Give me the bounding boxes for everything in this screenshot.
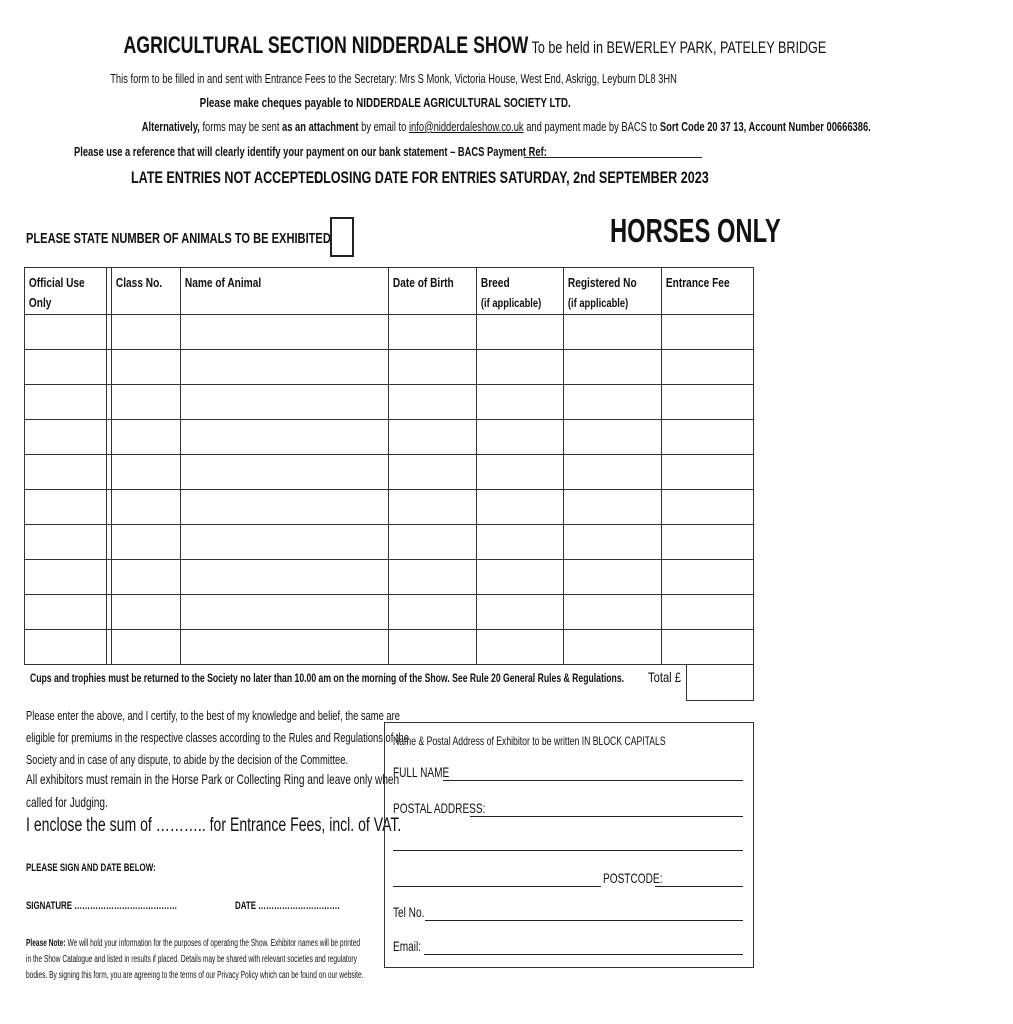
sign-heading	[26, 862, 206, 874]
official-use-cell[interactable]	[25, 595, 107, 630]
tel-field[interactable]	[425, 920, 743, 921]
registered-no-cell[interactable]	[564, 490, 662, 525]
name-of-animal-cell[interactable]	[180, 560, 388, 595]
secretary-line	[0, 71, 770, 86]
breed-cell[interactable]	[476, 455, 563, 490]
registered-no-cell[interactable]	[564, 315, 662, 350]
entrance-fee-cell[interactable]	[662, 385, 754, 420]
email-field[interactable]	[424, 954, 743, 955]
date-of-birth-cell[interactable]	[388, 560, 476, 595]
official-use-cell[interactable]	[25, 630, 107, 665]
breed-cell[interactable]	[476, 630, 563, 665]
name-of-animal-cell[interactable]	[180, 385, 388, 420]
official-use-cell[interactable]	[25, 525, 107, 560]
declaration-line: Please enter the above, and I certify, to the best of my knowledge and belief, the same are	[26, 708, 400, 723]
header-entrance-fee: Entrance Fee	[662, 268, 754, 315]
note-line: in the Show Catalogue and listed in results if placed. Details may be shared with relevant societies and regulatory	[26, 954, 357, 965]
class-no-cell[interactable]	[111, 350, 180, 385]
bacs-alternatively: Alternatively,	[141, 119, 200, 134]
name-of-animal-cell[interactable]	[180, 595, 388, 630]
entrance-fee-cell[interactable]	[662, 525, 754, 560]
email-link[interactable]: info@nidderdaleshow.co.uk	[408, 119, 524, 134]
declaration-line: eligible for premiums in the respective classes according to the Rules and Regulations of the	[26, 730, 409, 745]
entrance-fee-cell[interactable]	[662, 455, 754, 490]
header-breed	[476, 268, 563, 315]
table-row	[25, 350, 754, 385]
table-row	[25, 595, 754, 630]
header-name-of-animal: Name of Animal	[180, 268, 388, 315]
official-use-cell[interactable]	[25, 420, 107, 455]
breed-label: Breed	[480, 275, 510, 290]
date-field[interactable]	[235, 900, 380, 912]
enclose-sum-text: I enclose the sum of ……….. for Entrance Fees, incl. of VAT.	[26, 815, 402, 836]
official-use-cell[interactable]	[25, 560, 107, 595]
date-of-birth-cell[interactable]	[388, 315, 476, 350]
name-of-animal-cell[interactable]	[180, 455, 388, 490]
breed-cell[interactable]	[476, 350, 563, 385]
total-label-text: Total £	[648, 669, 681, 685]
postal-text: POSTAL ADDRESS:	[393, 800, 486, 816]
postcode-label	[603, 870, 685, 886]
registered-label: Registered No	[568, 275, 637, 290]
date-of-birth-cell[interactable]	[388, 630, 476, 665]
breed-cell[interactable]	[476, 595, 563, 630]
rule-line: called for Judging.	[26, 794, 108, 810]
cheques-text: Please make cheques payable to NIDDERDALE AGRICULTURAL SOCIETY LTD.	[199, 95, 571, 110]
entrance-fee-cell[interactable]	[662, 315, 754, 350]
table-row	[25, 385, 754, 420]
note-label: Please Note:	[26, 938, 66, 949]
date-of-birth-cell[interactable]	[388, 490, 476, 525]
date-of-birth-cell[interactable]	[388, 595, 476, 630]
official-use-cell[interactable]	[25, 315, 107, 350]
table-row	[25, 315, 754, 350]
registered-no-cell[interactable]	[564, 455, 662, 490]
class-no-cell[interactable]	[111, 595, 180, 630]
closing-date	[314, 168, 847, 188]
late-entries-text: LATE ENTRIES NOT ACCEPTED	[131, 168, 324, 187]
date-of-birth-cell[interactable]	[388, 455, 476, 490]
full-name-text: FULL NAME	[393, 764, 450, 780]
breed-cell[interactable]	[476, 385, 563, 420]
table-row	[25, 490, 754, 525]
name-of-animal-cell[interactable]	[180, 525, 388, 560]
class-no-cell[interactable]	[111, 315, 180, 350]
date-of-birth-cell[interactable]	[388, 350, 476, 385]
name-of-animal-cell[interactable]	[180, 315, 388, 350]
horses-only	[610, 212, 847, 250]
entrance-fee-cell[interactable]	[662, 490, 754, 525]
entrance-fee-cell[interactable]	[662, 630, 754, 665]
registered-note: (if applicable)	[568, 296, 629, 310]
registered-no-cell[interactable]	[564, 525, 662, 560]
total-field[interactable]	[686, 664, 754, 701]
table-row	[25, 525, 754, 560]
name-of-animal-cell[interactable]	[180, 630, 388, 665]
title-bold: AGRICULTURAL SECTION NIDDERDALE SHOW	[123, 32, 529, 59]
table-row	[25, 630, 754, 665]
breed-cell[interactable]	[476, 525, 563, 560]
bacs-line	[0, 119, 871, 134]
postcode-field[interactable]	[655, 886, 743, 887]
registered-no-cell[interactable]	[564, 630, 662, 665]
breed-cell[interactable]	[476, 420, 563, 455]
header-class-no: Class No.	[111, 268, 180, 315]
animals-label	[26, 230, 438, 247]
entrance-fee-cell[interactable]	[662, 595, 754, 630]
official-use-cell[interactable]	[25, 350, 107, 385]
name-of-animal-cell[interactable]	[180, 350, 388, 385]
table-row	[25, 560, 754, 595]
class-no-cell[interactable]	[111, 560, 180, 595]
cups-note-text: Cups and trophies must be returned to the Society no later than 10.00 am on the morning of the Show. See Rule 20 General Rules & Regulations.	[30, 671, 625, 685]
exhibitor-address-box	[384, 722, 754, 968]
tel-text: Tel No.	[393, 904, 425, 920]
postal-field-2[interactable]	[393, 850, 743, 851]
class-no-cell[interactable]	[111, 455, 180, 490]
bacs-text-3: and payment made by BACS to	[523, 119, 660, 134]
note-line: bodies. By signing this form, you are agreeing to the terms of our Privacy Policy which can be found on our website.	[26, 970, 364, 981]
breed-cell[interactable]	[476, 315, 563, 350]
page-title	[0, 32, 827, 60]
table-row	[25, 420, 754, 455]
postcode-text: POSTCODE:	[603, 870, 663, 886]
bacs-attachment: as an attachment	[282, 119, 359, 134]
registered-no-cell[interactable]	[564, 560, 662, 595]
registered-no-cell[interactable]	[564, 385, 662, 420]
official-use-label: Official Use	[28, 275, 85, 290]
closing-date-text: CLOSING DATE FOR ENTRIES SATURDAY, 2nd SEPTEMBER 2023	[314, 168, 709, 187]
name-of-animal-cell[interactable]	[180, 420, 388, 455]
official-use-cell[interactable]	[25, 455, 107, 490]
postal-field-3[interactable]	[393, 886, 601, 887]
declaration-line: Society and in case of any dispute, to abide by the decision of the Committee.	[26, 752, 349, 767]
class-no-cell[interactable]	[111, 420, 180, 455]
name-of-animal-cell[interactable]	[180, 490, 388, 525]
entrance-fee-cell[interactable]	[662, 560, 754, 595]
official-only-label: Only	[28, 295, 52, 310]
bacs-text-2: by email to	[358, 119, 409, 134]
class-no-cell[interactable]	[111, 630, 180, 665]
rule-line: All exhibitors must remain in the Horse Park or Collecting Ring and leave only when	[26, 771, 400, 787]
note-line: We will hold your information for the purposes of operating the Show. Exhibitor names will be printed	[65, 938, 361, 949]
class-no-cell[interactable]	[111, 490, 180, 525]
header-registered-no	[564, 268, 662, 315]
breed-note: (if applicable)	[480, 296, 542, 310]
table-header-row	[25, 268, 754, 315]
official-use-cell[interactable]	[25, 490, 107, 525]
reference-field[interactable]	[524, 157, 702, 158]
breed-cell[interactable]	[476, 490, 563, 525]
email-text: Email:	[393, 938, 422, 954]
table-row	[25, 455, 754, 490]
header-date-of-birth: Date of Birth	[388, 268, 476, 315]
full-name-field[interactable]	[443, 780, 743, 781]
signature-field[interactable]	[26, 900, 236, 912]
official-use-cell[interactable]	[25, 385, 107, 420]
date-of-birth-cell[interactable]	[388, 525, 476, 560]
signature-text: SIGNATURE …………………………………	[26, 900, 178, 912]
animal-count-box[interactable]	[330, 217, 354, 257]
class-no-cell[interactable]	[111, 525, 180, 560]
class-no-cell[interactable]	[111, 385, 180, 420]
email-label	[393, 938, 432, 954]
registered-no-cell[interactable]	[564, 595, 662, 630]
secretary-text: This form to be filled in and sent with Entrance Fees to the Secretary: Mrs S Monk, Victoria House, West End, Askrigg, Leyburn DL8 3HN	[110, 71, 677, 86]
tel-label	[393, 904, 437, 920]
date-of-birth-cell[interactable]	[388, 385, 476, 420]
title-venue: To be held in BEWERLEY PARK, PATELEY BRIDGE	[531, 38, 827, 57]
cheques-line	[0, 95, 770, 110]
date-of-birth-cell[interactable]	[388, 420, 476, 455]
registered-no-cell[interactable]	[564, 350, 662, 385]
breed-cell[interactable]	[476, 560, 563, 595]
address-heading	[393, 734, 772, 748]
bacs-text-1: forms may be sent	[199, 119, 283, 134]
bacs-account: Sort Code 20 37 13, Account Number 00666386.	[659, 119, 871, 134]
registered-no-cell[interactable]	[564, 420, 662, 455]
entrance-fee-cell[interactable]	[662, 420, 754, 455]
total-label	[648, 669, 689, 685]
postal-field-1[interactable]	[470, 816, 743, 817]
sign-heading-text: PLEASE SIGN AND DATE BELOW:	[26, 862, 156, 874]
address-heading-text: Name & Postal Address of Exhibitor to be written IN BLOCK CAPITALS	[393, 734, 666, 748]
date-text: DATE ………………………….	[235, 900, 340, 912]
entrance-fee-cell[interactable]	[662, 350, 754, 385]
full-name-label	[393, 764, 471, 780]
header-official-use	[25, 268, 107, 315]
entries-table	[24, 267, 754, 665]
reference-text: Please use a reference that will clearly identify your payment on our bank statement – BACS Payment Ref:	[74, 144, 547, 159]
animals-label-text: PLEASE STATE NUMBER OF ANIMALS TO BE EXHIBITED	[26, 230, 331, 247]
horses-only-text: HORSES ONLY	[610, 212, 781, 249]
postal-label	[393, 800, 521, 816]
